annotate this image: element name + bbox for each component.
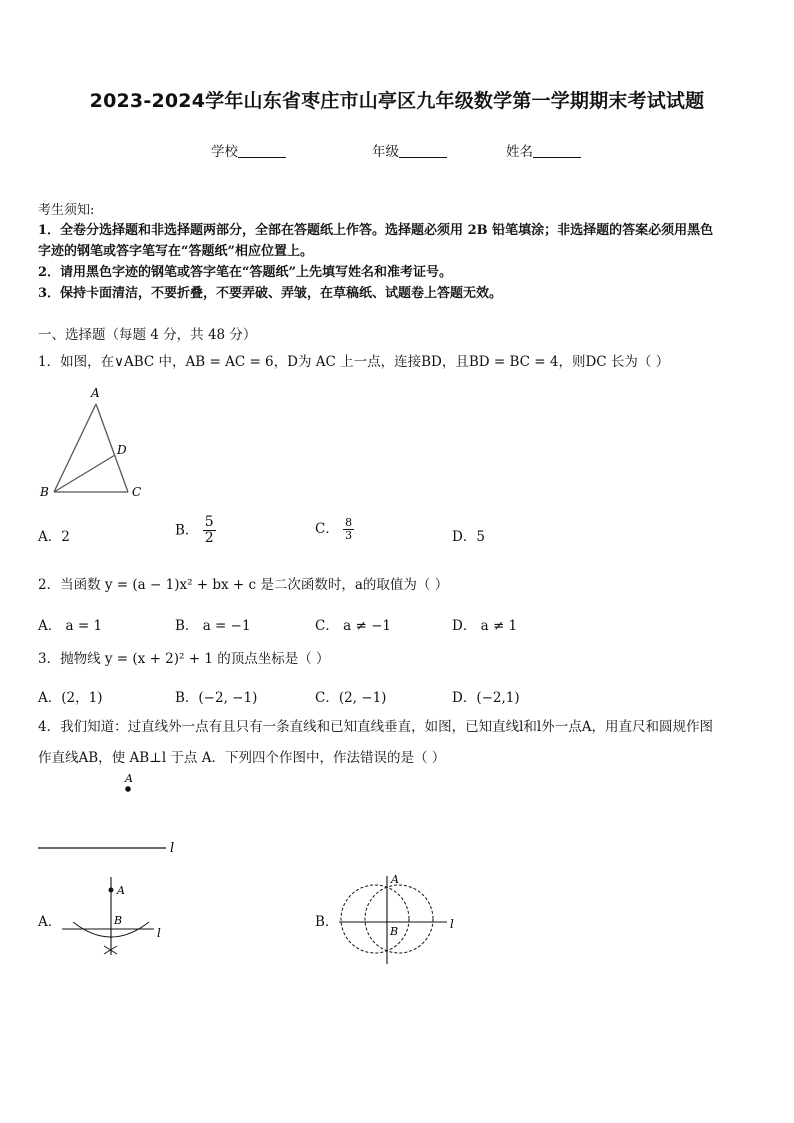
q3-option-d[interactable]: D．(−2,1)	[452, 690, 520, 706]
note-3: 3．保持卡面清洁，不要折叠，不要弄破、弄皱，在草稿纸、试题卷上答题无效。	[38, 286, 503, 301]
q4-option-a-figure	[58, 872, 178, 962]
grade-label: 年级	[372, 144, 399, 160]
fig-a-label-l: l	[157, 926, 161, 940]
q1-option-d[interactable]: D．5	[452, 529, 485, 545]
q1-option-c[interactable]	[315, 517, 354, 542]
q1-option-b-numerator: 5	[204, 514, 214, 530]
q2-option-b[interactable]: B． a = −1	[175, 618, 251, 634]
school-blank[interactable]	[238, 144, 286, 158]
q1-option-b[interactable]	[175, 515, 216, 547]
q2-option-d[interactable]: D． a ≠ 1	[452, 618, 518, 634]
q3-option-a[interactable]: A．(2，1)	[38, 690, 103, 706]
q4-option-b-figure	[335, 862, 465, 972]
q3-text: 3．抛物线 y = (x + 2)² + 1 的顶点坐标是（ ）	[38, 651, 330, 667]
point-a-dot	[125, 786, 131, 792]
section-heading: 一、选择题（每题 4 分，共 48 分）	[38, 327, 257, 343]
label-d: D	[117, 443, 127, 457]
name-blank[interactable]	[533, 144, 581, 158]
q1-option-b-prefix: B．	[175, 522, 199, 539]
q3-option-c[interactable]: C．(2, −1)	[315, 690, 387, 706]
fig-a-label-b: B	[114, 914, 123, 927]
q4-line-2: 作直线AB，使 AB⊥l 于点 A．下列四个作图中，作法错误的是（ ）	[38, 750, 446, 766]
q4-line-1: 4．我们知道：过直线外一点有且只有一条直线和已知直线垂直，如图，已知直线l和l外一点A，用直尺和圆规作图	[38, 719, 713, 735]
fig-a-label-a: A	[117, 884, 125, 897]
note-1-line-2: 字迹的钢笔或答字笔写在“答题纸”相应位置上。	[38, 244, 313, 259]
fig-b-label-b: B	[390, 925, 399, 938]
grade-field[interactable]	[372, 140, 447, 160]
school-label: 学校	[211, 144, 238, 160]
school-field[interactable]	[211, 140, 286, 160]
q2-option-c[interactable]: C． a ≠ −1	[315, 618, 391, 634]
q4-given-figure	[36, 770, 196, 860]
label-c: C	[132, 485, 142, 499]
q1-option-c-numerator: 8	[345, 516, 353, 529]
q3-option-b[interactable]: B．(−2, −1)	[175, 690, 258, 706]
name-field[interactable]	[506, 140, 581, 160]
q1-option-c-prefix: C．	[315, 521, 339, 538]
grade-blank[interactable]	[399, 144, 447, 158]
q2-text: 2．当函数 y = (a − 1)x² + bx + c 是二次函数时，a的取值为（ ）	[38, 577, 449, 593]
note-2: 2．请用黑色字迹的钢笔或答字笔在“答题纸”上先填写姓名和准考证号。	[38, 265, 453, 280]
notes-heading: 考生须知:	[38, 203, 95, 218]
q1-text: 1．如图，在∨ABC 中，AB = AC = 6，D为 AC 上一点，连接BD，且BD = BC = 4，则DC 长为（ ）	[38, 354, 670, 370]
q1-option-a[interactable]: A．2	[38, 529, 70, 545]
note-1-line-1: 1．全卷分选择题和非选择题两部分，全部在答题纸上作答。选择题必须用 2B 铅笔填涂；非选择题的答案必须用黑色	[38, 223, 714, 238]
point-a-label: A	[125, 772, 133, 785]
q4-option-a[interactable]: A．	[38, 914, 62, 930]
q1-option-b-fraction	[203, 515, 216, 547]
q1-option-b-denominator: 2	[204, 530, 214, 547]
label-b: B	[40, 485, 49, 499]
fig-a-point-a	[109, 888, 114, 893]
q1-option-c-fraction	[343, 517, 354, 542]
label-a: A	[91, 386, 100, 400]
page-title: 2023-2024学年山东省枣庄市山亭区九年级数学第一学期期末考试试题	[89, 90, 705, 112]
fig-b-label-l: l	[450, 917, 454, 931]
q1-triangle-figure	[36, 382, 156, 502]
fig-b-label-a: A	[391, 873, 399, 886]
q2-option-a[interactable]: A． a = 1	[38, 618, 103, 634]
q1-option-c-denominator: 3	[345, 529, 353, 543]
name-label: 姓名	[506, 144, 533, 160]
line-l-label: l	[170, 841, 175, 856]
q4-option-b[interactable]: B．	[315, 914, 339, 930]
